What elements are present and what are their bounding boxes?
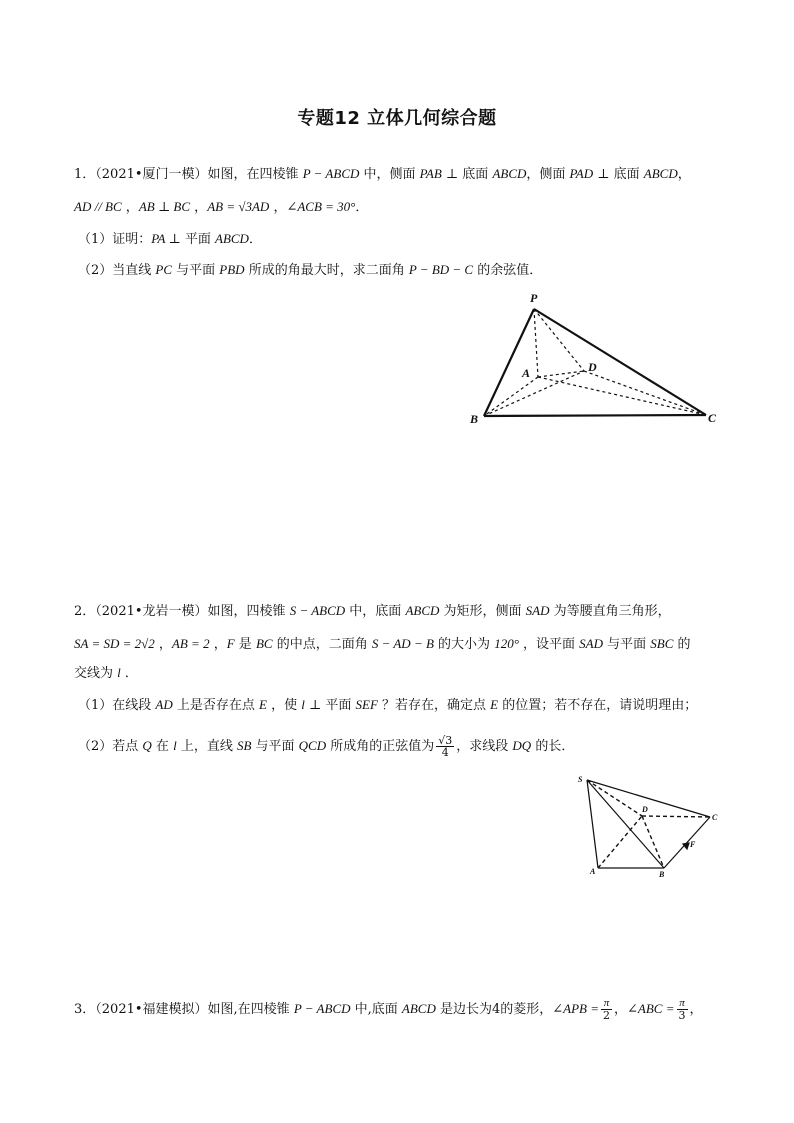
problem-3-line-1 xyxy=(74,998,703,1021)
math: ABCD xyxy=(401,1001,436,1016)
text: 的 xyxy=(673,637,691,652)
text: 是边长为4的菱形， xyxy=(435,1002,553,1017)
problem-number: 2． xyxy=(74,604,96,619)
problem-source: （2021•福建模拟） xyxy=(95,1002,208,1017)
text: 为矩形，侧面 xyxy=(439,604,526,619)
math: AD // BC xyxy=(74,199,122,214)
math: S − AD − B xyxy=(371,636,434,651)
math: 120° xyxy=(494,636,519,651)
text: 底面 xyxy=(613,167,644,182)
math: ABCD xyxy=(405,603,440,618)
fraction-denominator: 2 xyxy=(603,1009,611,1022)
text: ，求线段 xyxy=(456,739,513,754)
text: ． xyxy=(120,666,138,681)
fraction-sqrt3-over-4 xyxy=(436,735,454,758)
text: 所成的角最大时，求二面角 xyxy=(244,263,409,278)
text: 的大小为 xyxy=(433,637,495,652)
problem-1-question-2 xyxy=(78,262,542,279)
arrow-f-icon xyxy=(683,843,689,849)
text: 与平面 xyxy=(172,263,220,278)
problem-number: 3． xyxy=(74,1002,96,1017)
vertex-label-c: C xyxy=(712,813,718,822)
text: ． xyxy=(355,200,369,215)
fraction-pi-over-2 xyxy=(601,998,612,1021)
vertex-label-s: S xyxy=(578,775,583,784)
edge-ad xyxy=(598,816,642,868)
edge-pb xyxy=(484,309,534,416)
math: ∠ACB = 30° xyxy=(286,199,356,214)
math: SBC xyxy=(650,636,674,651)
text: ， xyxy=(190,200,208,215)
text: 所成角的正弦值为 xyxy=(326,739,435,754)
fraction-numerator: π xyxy=(677,998,688,1010)
text: ， xyxy=(614,1002,628,1017)
math: ∠APB = xyxy=(552,1001,600,1016)
text: ， xyxy=(677,167,691,182)
vertex-label-d: D xyxy=(588,360,597,374)
text: 中,底面 xyxy=(350,1002,402,1017)
text: ， xyxy=(209,637,227,652)
fraction-denominator: 4 xyxy=(441,746,449,759)
vertex-label-b: B xyxy=(659,870,665,879)
math: ABCD xyxy=(643,166,678,181)
math: E xyxy=(490,697,499,712)
text: ． xyxy=(248,232,262,247)
figure-pyramid-s-abcd xyxy=(570,770,730,880)
math: BC xyxy=(255,636,273,651)
problem-2-line-1 xyxy=(74,603,671,620)
math: PAB xyxy=(419,166,442,181)
vertex-label-f: F xyxy=(690,840,696,849)
text: 与平面 xyxy=(603,637,651,652)
text: 上，直线 xyxy=(176,739,237,754)
text: 在 xyxy=(151,739,174,754)
math: AB = √3AD xyxy=(207,199,270,214)
text: 的余弦值． xyxy=(473,263,543,278)
problem-2-question-2 xyxy=(78,735,574,758)
edge-pd xyxy=(534,309,584,371)
text: 的位置；若不存在，请说明理由； xyxy=(498,698,698,713)
edge-sa xyxy=(587,780,598,868)
math: PA ⊥ xyxy=(151,231,181,246)
problem-2-question-1 xyxy=(78,697,697,714)
text: ， xyxy=(269,200,287,215)
math: SEF xyxy=(355,697,378,712)
text: 底面 xyxy=(462,167,493,182)
math: ∠ABC = xyxy=(627,1001,675,1016)
vertex-label-b: B xyxy=(470,412,479,426)
math: ABCD xyxy=(215,231,249,246)
page-title: 专题12 立体几何综合题 xyxy=(297,108,497,129)
text: 的长． xyxy=(531,739,575,754)
math: SA = SD = 2√2 xyxy=(74,636,155,651)
edge-pa xyxy=(534,309,538,377)
math: F xyxy=(226,636,235,651)
text: 平面 xyxy=(325,698,356,713)
edge-bc xyxy=(484,415,706,416)
problem-1-line-1 xyxy=(74,166,691,183)
math: DQ xyxy=(512,738,532,753)
math: P − ABCD xyxy=(293,1001,351,1016)
math: SAD xyxy=(579,636,603,651)
vertex-label-d: D xyxy=(642,805,648,814)
math: ⊥ xyxy=(441,167,463,182)
math: l xyxy=(173,738,177,753)
text: 如图，在四棱锥 xyxy=(207,167,303,182)
fraction-numerator: √3 xyxy=(438,734,453,747)
vertex-label-c: C xyxy=(708,411,717,425)
math: l xyxy=(117,665,121,680)
text: 中，侧面 xyxy=(359,167,420,182)
math: AD xyxy=(155,697,173,712)
problem-source: （2021•龙岩一模） xyxy=(95,604,208,619)
vertex-label-a: A xyxy=(590,867,596,876)
text: 如图,在四棱锥 xyxy=(207,1002,294,1017)
text: 与平面 xyxy=(251,739,299,754)
math: SB xyxy=(236,738,252,753)
text: ？若存在，确定点 xyxy=(377,698,491,713)
math: ⊥ xyxy=(304,698,326,713)
problem-source: （2021•厦门一模） xyxy=(95,167,208,182)
math: ⊥ xyxy=(593,167,614,182)
math: AB = 2 xyxy=(171,636,210,651)
problem-1-line-2 xyxy=(74,199,368,216)
edge-sc xyxy=(587,780,710,817)
problem-2-line-2 xyxy=(74,636,691,653)
text: ， xyxy=(154,637,172,652)
text: （1）在线段 xyxy=(78,698,156,713)
math: Q xyxy=(142,738,152,753)
edge-db xyxy=(642,816,664,868)
fraction-numerator: π xyxy=(601,998,612,1010)
edge-bd xyxy=(484,371,584,416)
vertex-label-a: A xyxy=(522,366,531,380)
math: AB ⊥ BC xyxy=(138,199,191,214)
text: 平面 xyxy=(180,232,215,247)
text: ， xyxy=(689,1002,703,1017)
text: 为等腰直角三角形， xyxy=(549,604,671,619)
text: ，侧面 xyxy=(526,167,570,182)
text: （2）当直线 xyxy=(78,263,156,278)
math: l xyxy=(301,697,305,712)
problem-1-question-1 xyxy=(78,231,262,248)
text: 交线为 xyxy=(74,666,118,681)
figure-pyramid-p-abcd xyxy=(460,285,730,430)
text: ， xyxy=(121,200,139,215)
edge-sb xyxy=(587,780,664,868)
text: ，使 xyxy=(266,698,302,713)
math: SAD xyxy=(525,603,550,618)
problem-2-line-3 xyxy=(74,665,138,682)
math: P − ABCD xyxy=(302,166,360,181)
math: PBD xyxy=(219,262,245,277)
text: 的中点，二面角 xyxy=(272,637,372,652)
math: PC xyxy=(155,262,173,277)
text: 是 xyxy=(234,637,256,652)
text: ，设平面 xyxy=(518,637,580,652)
text: 中，底面 xyxy=(345,604,406,619)
math: PAD xyxy=(569,166,594,181)
text: 上是否存在点 xyxy=(172,698,260,713)
problem-number: 1． xyxy=(74,167,96,182)
edge-pc xyxy=(534,309,706,415)
math: QCD xyxy=(298,738,327,753)
text: 如图，四棱锥 xyxy=(207,604,290,619)
fraction-pi-over-3 xyxy=(677,998,688,1021)
vertex-label-p: P xyxy=(530,291,538,305)
edge-bc xyxy=(664,817,710,868)
math: S − ABCD xyxy=(289,603,346,618)
text: （1）证明： xyxy=(78,232,152,247)
math: E xyxy=(259,697,267,712)
edge-dc xyxy=(642,816,710,817)
text: （2）若点 xyxy=(78,739,143,754)
math: ABCD xyxy=(492,166,527,181)
edge-ac xyxy=(538,377,706,415)
fraction-denominator: 3 xyxy=(678,1009,686,1022)
math: P − BD − C xyxy=(408,262,474,277)
